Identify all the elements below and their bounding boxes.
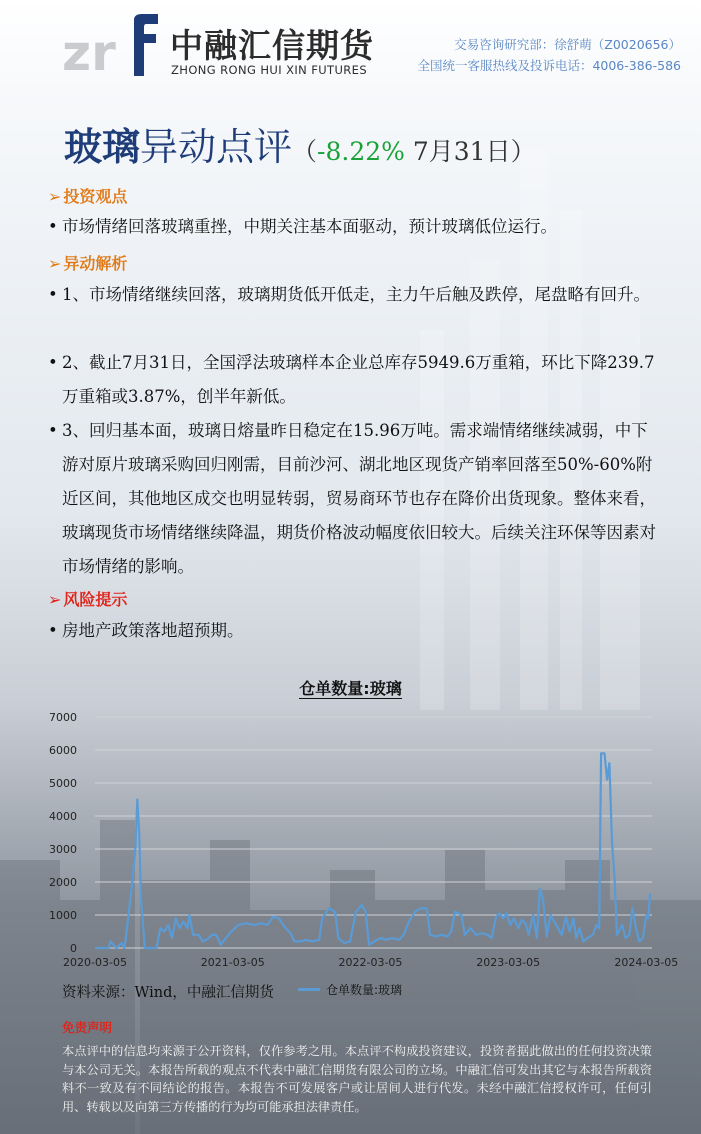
contact-info xyxy=(417,34,681,76)
section-head-analysis xyxy=(48,251,127,274)
title-change-pct: -8.22% xyxy=(317,137,405,166)
y-tick-label: 3000 xyxy=(49,843,77,856)
view-paragraph xyxy=(48,210,660,244)
bullet: • xyxy=(48,285,58,304)
risk-text: 房地产政策落地超预期。 xyxy=(62,621,244,640)
y-tick-label: 7000 xyxy=(49,711,77,724)
zrhx-logo-mark xyxy=(62,12,162,78)
risk-paragraph xyxy=(48,614,660,648)
analysis-paragraph-2 xyxy=(48,346,660,414)
analysis-paragraph-3 xyxy=(48,414,660,584)
title-date: 7月31日） xyxy=(404,137,536,166)
hotline-line: 全国统一客服热线及投诉电话：4006-386-586 xyxy=(417,58,681,73)
disclaimer-text: 本点评中的信息均来源于公开资料，仅作参考之用。本点评不构成投资建议，投资者据此做出的任何投资决策与本公司无关。本报告所载的观点不代表中融汇信期货有限公司的立场。中融汇信可发出其它与本报告所载资料不一致及有不同结论的报告。本报告不可发展客户或让居间人进行代发。未经中融汇信授权许可，任何引用、转载以及向第三方传播的行为均可能承担法律责任。 xyxy=(62,1044,652,1114)
chart-title-text: 仓单数量:玻璃 xyxy=(299,679,402,698)
section-head-risk xyxy=(48,587,127,610)
analysis-text-2: 2、截止7月31日，全国浮法玻璃样本企业总库存5949.6万重箱，环比下降239.7万重箱或3.87%，创半年新低。 xyxy=(62,353,655,406)
section-head-view-label: 投资观点 xyxy=(63,187,128,206)
company-name-en: ZHONG RONG HUI XIN FUTURES xyxy=(171,63,368,77)
title-product: 玻璃 xyxy=(64,125,141,169)
legend-label: 仓单数量:玻璃 xyxy=(326,983,403,997)
y-tick-label: 5000 xyxy=(49,777,77,790)
arrow-icon: ➢ xyxy=(48,187,62,206)
view-text: 市场情绪回落玻璃重挫，中期关注基本面驱动，预计玻璃低位运行。 xyxy=(62,217,557,236)
bullet: • xyxy=(48,621,58,640)
x-tick-label: 2024-03-05 xyxy=(614,956,679,969)
y-tick-label: 2000 xyxy=(49,876,77,889)
header xyxy=(0,0,701,92)
x-tick-label: 2023-03-05 xyxy=(476,956,541,969)
bullet: • xyxy=(48,217,58,236)
bullet: • xyxy=(48,353,58,372)
x-tick-label: 2022-03-05 xyxy=(338,956,403,969)
data-source: 资料来源：Wind，中融汇信期货 xyxy=(62,985,274,1001)
arrow-icon: ➢ xyxy=(48,254,62,273)
section-head-analysis-label: 异动解析 xyxy=(63,254,128,273)
page-title xyxy=(64,116,536,171)
y-tick-label: 1000 xyxy=(49,909,77,922)
warehouse-receipt-chart xyxy=(0,700,701,980)
company-name-cn: 中融汇信期货 xyxy=(170,26,374,65)
legend-swatch xyxy=(298,988,320,991)
analysis-text-3: 3、回归基本面，玻璃日熔量昨日稳定在15.96万吨。需求端情绪继续减弱，中下游对原片玻璃采购回归刚需，目前沙河、湖北地区现货产销率回落至50%-60%附近区间，其他地区成交也明显转弱，贸易商环节也存在降价出货现象。整体来看，玻璃现货市场情绪继续降温，期货价格波动幅度依旧较大。后续关注环保等因素对市场情绪的影响。 xyxy=(62,421,656,576)
arrow-icon: ➢ xyxy=(48,590,62,609)
researcher-line: 交易咨询研究部：徐舒萌（Z0020656） xyxy=(454,37,681,52)
bullet: • xyxy=(48,421,58,440)
chart-legend xyxy=(298,981,402,998)
title-topic: 异动点评 xyxy=(140,125,293,169)
analysis-text-1: 1、市场情绪继续回落，玻璃期货低开低走，主力午后触及跌停，尾盘略有回升。 xyxy=(62,285,650,304)
x-tick-label: 2020-03-05 xyxy=(63,956,127,969)
disclaimer-title: 免责声明 xyxy=(62,1020,113,1035)
analysis-paragraph-1 xyxy=(48,278,660,312)
x-tick-label: 2021-03-05 xyxy=(200,956,265,969)
chart-title xyxy=(0,676,701,699)
y-tick-label: 6000 xyxy=(49,744,77,757)
svg-text:zr: zr xyxy=(62,24,116,78)
section-head-view xyxy=(48,184,127,207)
y-tick-label: 0 xyxy=(70,942,77,955)
section-head-risk-label: 风险提示 xyxy=(63,590,128,609)
y-tick-label: 4000 xyxy=(49,810,77,823)
title-open-paren: （ xyxy=(292,137,318,166)
